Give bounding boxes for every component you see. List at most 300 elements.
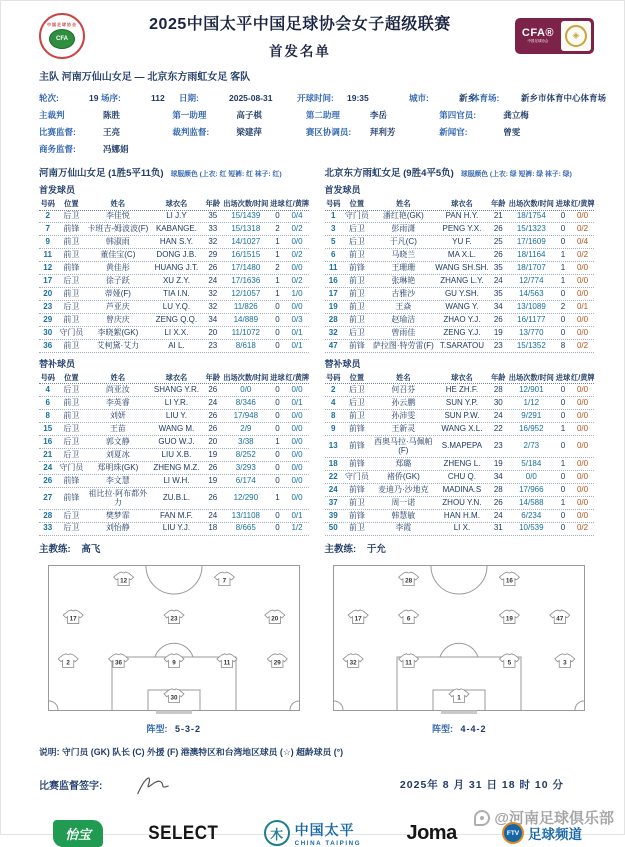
taiping-tree-icon: 木	[264, 820, 290, 846]
info-label: 场序:	[101, 93, 121, 103]
column-header: 出场次数/时间	[223, 372, 269, 382]
svg-text:47: 47	[556, 615, 564, 623]
player-name: 祖比拉·阿布都外力	[88, 488, 148, 507]
goals: 0	[275, 449, 280, 459]
player-number: 4	[45, 384, 50, 394]
info-pair	[172, 109, 305, 121]
goals: 2	[560, 301, 566, 311]
away-coach	[325, 541, 595, 555]
team-tables	[1, 157, 624, 555]
apps-minutes: 18/1707	[516, 262, 546, 272]
player-row	[325, 249, 595, 262]
player-row	[39, 223, 309, 236]
svg-text:7: 7	[222, 577, 226, 585]
goals: 0	[275, 211, 280, 220]
player-row	[39, 410, 309, 423]
cards: 0/0	[576, 410, 589, 420]
player-position: 前锋	[348, 423, 365, 433]
player-name: 李霞	[395, 523, 412, 533]
supervisor-signature	[116, 772, 190, 798]
player-age: 19	[208, 449, 218, 459]
info-label: 第一助理	[172, 110, 207, 120]
apps-minutes: 11/826	[233, 301, 258, 311]
player-name: 曾庆庆	[105, 314, 130, 324]
player-shirt-icon	[500, 654, 520, 668]
goals: 0	[560, 510, 566, 520]
player-name: 蒂娅(F)	[104, 288, 131, 298]
column-header: 姓名	[396, 198, 411, 208]
player-row	[325, 327, 595, 340]
goals: 1	[560, 275, 566, 285]
player-shirt-icon	[500, 610, 520, 624]
player-number: 11	[329, 262, 338, 272]
player-name: 刘怡静	[105, 523, 130, 533]
apps-minutes: 2/9	[240, 423, 252, 433]
player-position: 前卫	[63, 236, 80, 246]
apps-minutes: 12/1057	[231, 288, 261, 298]
away-formation	[325, 565, 595, 735]
home-team-name: 河南万仙山女足 (1胜5平11负)	[39, 168, 164, 179]
player-number: 19	[328, 301, 338, 311]
cards: 0/0	[291, 236, 303, 246]
column-header: 姓名	[110, 372, 126, 382]
jersey-name: ZHANG L.Y.	[440, 275, 484, 285]
jersey-name: ZENG Y.J.	[443, 327, 481, 337]
column-header: 号码	[40, 198, 55, 208]
info-label: 主裁判	[39, 110, 65, 120]
player-age: 18	[208, 523, 218, 533]
player-row	[325, 471, 595, 484]
player-age: 32	[208, 288, 218, 298]
player-number: 36	[43, 340, 53, 350]
cards: 0/1	[291, 340, 303, 350]
apps-minutes: 15/1352	[516, 340, 546, 350]
apps-minutes: 3/293	[235, 462, 256, 472]
player-number: 17	[328, 288, 338, 298]
player-position: 守门员	[59, 462, 84, 472]
jersey-name: ZHENG L.	[443, 458, 481, 468]
cards: 0/2	[291, 275, 303, 285]
jersey-name: LIU Y.J.	[162, 523, 191, 533]
cards: 0/2	[576, 223, 589, 233]
player-position: 前锋	[348, 458, 365, 468]
player-age: 20	[208, 436, 218, 446]
info-label: 开球时间:	[297, 93, 334, 103]
player-name: 卡班吉-姆波波(F)	[87, 223, 149, 233]
svg-text:5: 5	[507, 659, 512, 667]
info-pair	[39, 126, 172, 138]
goals: 8	[560, 340, 566, 350]
player-position: 后卫	[348, 223, 365, 233]
player-row	[39, 462, 309, 475]
info-value: 陈胜	[103, 110, 121, 120]
cards: 0/0	[291, 410, 303, 420]
home-team-header	[39, 165, 309, 179]
cards: 0/0	[576, 471, 589, 481]
jersey-name: DONG J.B.	[156, 249, 197, 259]
player-shirt-icon	[555, 654, 575, 668]
apps-minutes: 12/901	[519, 384, 544, 394]
jersey-name: MA X.L.	[447, 249, 476, 259]
player-age: 26	[208, 493, 218, 503]
player-name: 韩慧敏	[391, 510, 416, 520]
player-row	[39, 236, 309, 249]
player-name: 西奥马拉·马佩帕(F)	[373, 436, 433, 455]
goals: 1	[275, 275, 280, 285]
taiping-cn: 中国太平	[294, 821, 355, 838]
column-header: 球衣名	[165, 372, 188, 382]
player-row	[325, 523, 595, 536]
apps-minutes: 11/1072	[231, 327, 260, 337]
column-header: 年龄	[205, 372, 220, 382]
jersey-name: LIU X.B.	[161, 449, 192, 459]
player-number: 3	[331, 223, 336, 233]
jersey-name: WANG M.	[158, 423, 195, 433]
apps-minutes: 13/1089	[516, 301, 546, 311]
player-shirt-icon	[58, 654, 78, 668]
player-row	[325, 236, 595, 249]
goals: 2	[275, 262, 280, 272]
jersey-name: FAN M.F.	[159, 510, 193, 520]
player-number: 50	[328, 523, 338, 533]
apps-minutes: 17/948	[233, 410, 259, 420]
info-value: 新乡市体育中心体育场	[521, 93, 607, 103]
svg-text:9: 9	[171, 659, 176, 667]
column-header: 进球	[270, 198, 285, 208]
player-name: 芦亚庆	[105, 301, 130, 311]
player-row	[39, 397, 309, 410]
player-number: 2	[331, 384, 336, 394]
cfa-badge-sub: 中国足球协会	[527, 39, 549, 43]
player-position: 守门员	[344, 471, 369, 481]
column-header: 年龄	[491, 198, 506, 208]
goals: 1	[275, 493, 280, 503]
svg-text:29: 29	[273, 659, 281, 667]
cards: 0/0	[291, 384, 303, 394]
player-number: 22	[328, 471, 338, 481]
column-header: 球衣名	[451, 372, 473, 382]
player-position: 后卫	[63, 510, 80, 520]
player-name: 郑明珠(GK)	[97, 462, 139, 472]
cards: 0/0	[576, 314, 589, 324]
cards: 0/2	[576, 340, 589, 350]
player-name: 周一诺	[391, 497, 416, 507]
apps-minutes: 17/966	[519, 484, 544, 494]
jersey-name: PAN H.Y.	[445, 211, 479, 220]
player-age: 24	[493, 510, 503, 520]
player-age: 21	[493, 211, 503, 220]
goals: 0	[560, 314, 566, 324]
apps-minutes: 17/1609	[516, 236, 546, 246]
player-shirt-icon	[399, 610, 419, 624]
goals: 1	[560, 423, 566, 433]
jersey-name: ZU.B.L.	[162, 493, 190, 503]
jersey-name: LIU Y.	[165, 410, 187, 420]
column-header: 球衣名	[451, 198, 473, 208]
table-header-row	[39, 198, 309, 211]
cards: 0/0	[291, 449, 303, 459]
player-number: 18	[328, 458, 338, 468]
away-team-column	[325, 165, 595, 555]
player-number: 9	[331, 423, 336, 433]
player-number: 26	[43, 475, 53, 485]
player-position: 前卫	[348, 249, 365, 259]
table-header-row	[39, 372, 309, 385]
jersey-name: WANG SH.SH.	[435, 262, 489, 272]
match-info	[1, 85, 624, 157]
column-header: 红/黄牌	[285, 198, 310, 208]
player-age: 35	[493, 288, 503, 298]
player-name: 彭雨潇	[391, 223, 416, 233]
jersey-name: ZHAO Y.J.	[443, 314, 481, 324]
jersey-name: ZENG Q.Q.	[155, 314, 198, 324]
svg-text:17: 17	[354, 615, 362, 623]
info-value: 拜利芳	[369, 127, 396, 137]
column-header: 年龄	[491, 372, 506, 382]
cfa-badge-text	[518, 25, 558, 46]
goals: 0	[560, 236, 566, 246]
player-name: 王苗	[109, 423, 126, 433]
player-position: 后卫	[63, 301, 80, 311]
info-label: 日期:	[179, 93, 199, 103]
player-age: 24	[208, 510, 218, 520]
page-title: 2025中国太平中国足球协会女子超级联赛	[149, 16, 451, 33]
player-number: 12	[43, 262, 53, 272]
apps-minutes: 6/234	[521, 510, 542, 520]
info-value: 高子棋	[236, 110, 262, 120]
player-name: 萨拉图·特劳雷(F)	[372, 340, 434, 350]
goals: 0	[560, 397, 566, 407]
player-row	[39, 488, 309, 510]
player-name: 尚亚汝	[105, 384, 130, 394]
goals: 0	[275, 410, 280, 420]
jersey-name: LI J.Y	[166, 211, 187, 220]
player-position: 前锋	[348, 484, 365, 494]
info-label: 裁判监督:	[172, 127, 210, 137]
info-label: 第四官员:	[439, 110, 477, 120]
svg-text:23: 23	[170, 615, 178, 623]
player-number: 1	[331, 211, 336, 220]
cards: 0/4	[291, 211, 303, 220]
cfa-ball-icon: CFA	[49, 29, 75, 49]
legend-note: 说明: 守门员 (GK) 队长 (C) 外援 (F) 港澳特区和台湾地区球员 (☆) 超龄球员 (°)	[39, 746, 344, 757]
goals: 1	[275, 288, 280, 298]
goals: 0	[275, 510, 280, 520]
home-coach	[39, 541, 309, 555]
title-block	[85, 11, 515, 60]
column-header: 位置	[64, 198, 79, 208]
player-name: 赵瑜洁	[391, 314, 416, 324]
player-row	[325, 223, 595, 236]
apps-minutes: 15/1439	[231, 211, 261, 220]
jersey-name: HE ZH.F.	[445, 384, 479, 394]
jersey-name: TIA I.N.	[163, 288, 190, 298]
player-name: 张琳艳	[391, 275, 416, 285]
player-number: 27	[43, 493, 53, 503]
svg-text:2: 2	[66, 659, 70, 667]
cards: 0/2	[576, 523, 589, 533]
watermark-text: @河南足球俱乐部	[494, 810, 614, 827]
player-row	[325, 275, 595, 288]
player-position: 后卫	[63, 449, 80, 459]
info-value: 龚立梅	[503, 110, 529, 120]
player-name: 李晓絮(GK)	[97, 327, 139, 337]
cards: 0/2	[291, 249, 303, 259]
jersey-name: LI W.H.	[163, 475, 190, 485]
svg-text:3: 3	[563, 659, 567, 667]
player-shirt-icon	[265, 610, 285, 624]
player-name: 孙云鹏	[391, 397, 416, 407]
player-number: 16	[328, 275, 338, 285]
apps-minutes: 17/1636	[231, 275, 261, 285]
goals: 0	[560, 441, 566, 451]
jersey-name: XU Z.Y.	[162, 275, 190, 285]
player-number: 24	[328, 484, 338, 494]
cards: 0/0	[576, 275, 589, 285]
info-label: 城市:	[409, 93, 429, 103]
cfa-round-logo-icon	[39, 13, 85, 59]
jersey-name: S.MAPEPA	[441, 441, 483, 451]
formation-value: 5-3-2	[175, 723, 202, 734]
goals: 1	[275, 236, 280, 246]
away-subs-title: 替补球员	[324, 358, 361, 369]
player-shirt-icon	[348, 610, 368, 624]
info-label: 新闻官:	[439, 127, 468, 137]
player-age: 26	[208, 410, 218, 420]
player-age: 23	[208, 340, 218, 350]
jersey-name: GU Y.SH.	[444, 288, 479, 298]
jersey-name: CHU Q.	[447, 471, 476, 481]
svg-text:16: 16	[506, 577, 514, 585]
table-header-row	[325, 198, 595, 211]
cards: 0/0	[291, 475, 303, 485]
player-number: 33	[43, 523, 53, 533]
goals: 1	[560, 497, 566, 507]
player-age: 29	[208, 249, 218, 259]
player-number: 39	[328, 510, 338, 520]
player-row	[39, 436, 309, 449]
player-row	[39, 340, 309, 353]
player-position: 前卫	[348, 497, 365, 507]
player-position: 前锋	[348, 340, 365, 350]
info-pair	[297, 92, 409, 104]
player-position: 前卫	[348, 314, 365, 324]
player-name: 潘红艳(GK)	[382, 211, 424, 220]
away-formation-label	[325, 722, 595, 735]
cards: 0/0	[576, 441, 589, 451]
player-name: 何召芬	[391, 384, 416, 394]
apps-minutes: 18/1754	[516, 211, 546, 220]
player-position: 守门员	[59, 327, 84, 337]
player-position: 前卫	[348, 523, 365, 533]
player-position: 前锋	[63, 223, 80, 233]
player-row	[39, 301, 309, 314]
match-line: 主队 河南万仙山女足 — 北京东方雨虹女足 客队	[39, 72, 251, 83]
goals: 0	[560, 384, 566, 394]
svg-text:6: 6	[407, 615, 411, 623]
column-header: 姓名	[110, 198, 126, 208]
goals: 0	[560, 211, 566, 220]
weibo-camera-icon	[474, 810, 490, 826]
apps-minutes: 16/1515	[231, 249, 261, 259]
player-shirt-icon	[164, 654, 184, 668]
apps-minutes: 3/38	[238, 436, 254, 446]
cards: 0/0	[576, 484, 589, 494]
cards: 0/0	[576, 262, 589, 272]
jersey-name: KABANGE.	[155, 223, 197, 233]
goals: 0	[275, 327, 280, 337]
player-row	[39, 423, 309, 436]
formation-label: 阵型:	[146, 723, 168, 734]
player-position: 后卫	[348, 384, 365, 394]
joma-logo: Joma	[406, 821, 457, 844]
cards: 0/2	[576, 249, 589, 259]
yibao-logo: 怡宝	[53, 820, 103, 847]
column-header: 年龄	[205, 198, 220, 208]
goals: 0	[560, 410, 566, 420]
svg-text:28: 28	[405, 577, 413, 585]
info-label: 赛区协调员:	[305, 127, 352, 137]
jersey-name: YU F.	[452, 236, 472, 246]
player-shirt-icon	[63, 610, 83, 624]
player-shirt-icon	[500, 572, 520, 586]
player-number: 24	[43, 462, 53, 472]
goals: 2	[275, 223, 280, 233]
apps-minutes: 8/346	[235, 397, 256, 407]
player-position: 前卫	[63, 410, 80, 420]
player-age: 24	[208, 397, 218, 407]
player-name: 樊梦霏	[105, 510, 130, 520]
player-age: 28	[493, 384, 503, 394]
player-position: 前卫	[348, 288, 365, 298]
player-position: 前卫	[348, 410, 365, 420]
apps-minutes: 15/1318	[231, 223, 261, 233]
player-number: 37	[328, 497, 338, 507]
player-age: 30	[493, 397, 503, 407]
ftv-text: 足球频道	[527, 827, 582, 843]
apps-minutes: 8/665	[235, 523, 256, 533]
svg-text:17: 17	[69, 615, 77, 623]
player-age: 22	[493, 423, 503, 433]
cards: 0/3	[291, 314, 303, 324]
player-position: 前锋	[63, 262, 80, 272]
svg-text:20: 20	[271, 615, 279, 623]
info-value: 新乡	[459, 93, 477, 103]
jersey-name: SUN Y.P.	[445, 397, 478, 407]
jersey-name: T.SARATOU	[439, 340, 484, 350]
player-number: 28	[43, 510, 53, 520]
player-shirt-icon	[217, 654, 237, 668]
jersey-name: ZHENG M.Z.	[153, 462, 200, 472]
player-position: 后卫	[63, 523, 80, 533]
player-number: 2	[45, 211, 50, 220]
goals: 0	[560, 288, 566, 298]
player-position: 前锋	[348, 441, 365, 451]
column-header: 出场次数/时间	[508, 198, 554, 208]
player-age: 34	[493, 471, 503, 481]
home-subs-table	[39, 372, 309, 536]
select-logo: SELECT	[148, 821, 219, 844]
player-age: 23	[493, 441, 503, 451]
column-header: 进球	[555, 198, 571, 208]
jersey-name: GUO W.J.	[158, 436, 195, 446]
apps-minutes: 14/1027	[231, 236, 261, 246]
home-team-column	[39, 165, 309, 555]
apps-minutes: 13/1108	[231, 510, 260, 520]
apps-minutes: 17/1480	[231, 262, 261, 272]
player-number: 21	[43, 449, 53, 459]
cards: 0/0	[576, 384, 589, 394]
